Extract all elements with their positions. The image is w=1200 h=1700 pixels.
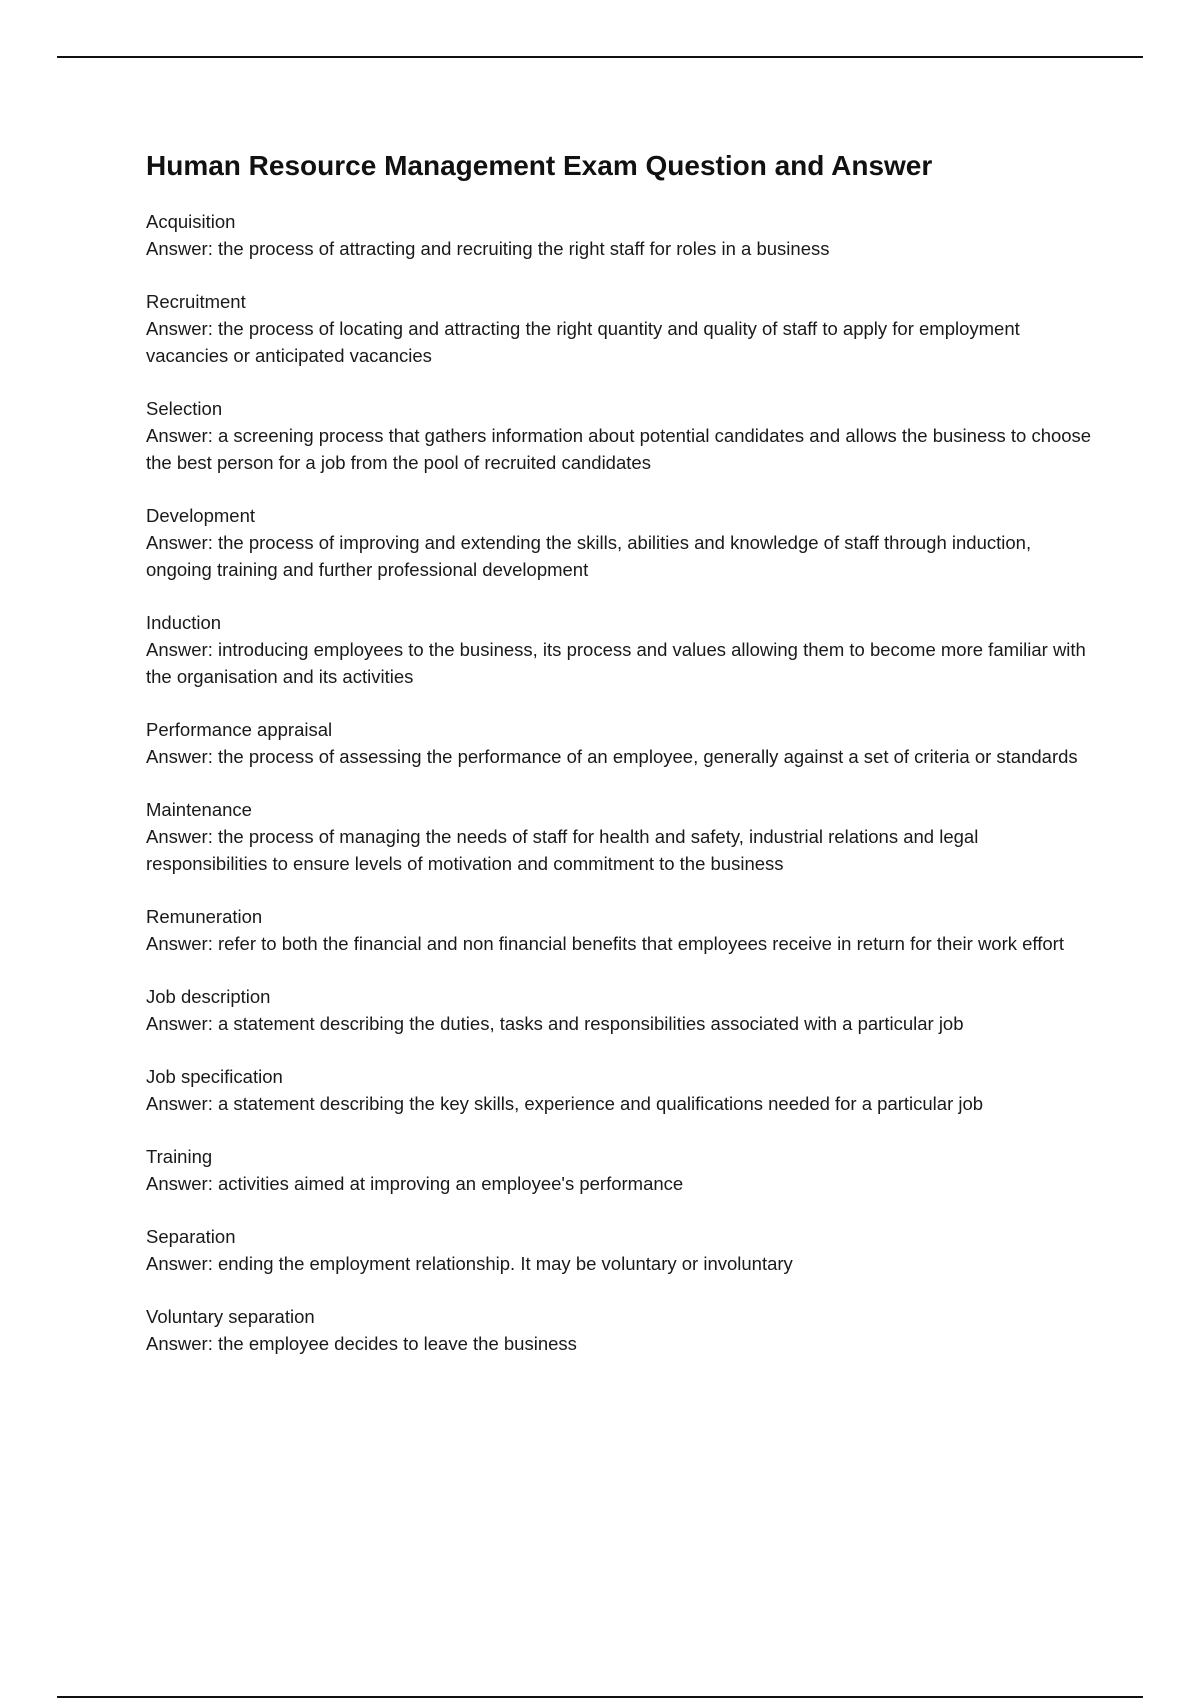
qa-term: Performance appraisal xyxy=(146,719,333,740)
qa-item-job-specification xyxy=(146,1063,1096,1117)
qa-term: Induction xyxy=(146,612,222,633)
qa-item-voluntary-separation xyxy=(146,1303,1096,1357)
qa-answer: Answer: the process of improving and extending the skills, abilities and knowledge of staff through induction, ongoing training and further professional development xyxy=(146,532,1032,580)
qa-item-remuneration xyxy=(146,903,1096,957)
qa-item-job-description xyxy=(146,983,1096,1037)
qa-answer: Answer: the process of locating and attracting the right quantity and quality of staff to apply for employment vacancies or anticipated vacancies xyxy=(146,318,1020,366)
qa-term: Recruitment xyxy=(146,291,246,312)
qa-term: Job description xyxy=(146,986,271,1007)
qa-answer: Answer: introducing employees to the business, its process and values allowing them to become more familiar with the organisation and its activities xyxy=(146,639,1086,687)
qa-answer: Answer: activities aimed at improving an employee's performance xyxy=(146,1173,684,1194)
qa-term: Acquisition xyxy=(146,211,236,232)
qa-answer: Answer: ending the employment relationship. It may be voluntary or involuntary xyxy=(146,1253,793,1274)
qa-item-selection xyxy=(146,395,1096,476)
qa-item-maintenance xyxy=(146,796,1096,877)
qa-term: Voluntary separation xyxy=(146,1306,315,1327)
qa-item-training xyxy=(146,1143,1096,1197)
qa-term: Maintenance xyxy=(146,799,252,820)
qa-item-development xyxy=(146,502,1096,583)
qa-item-recruitment xyxy=(146,288,1096,369)
qa-term: Separation xyxy=(146,1226,236,1247)
qa-term: Job specification xyxy=(146,1066,283,1087)
qa-term: Development xyxy=(146,505,256,526)
qa-answer: Answer: a screening process that gathers information about potential candidates and allows the business to choose the best person for a job from the pool of recruited candidates xyxy=(146,425,1092,473)
qa-item-induction xyxy=(146,609,1096,690)
qa-term: Remuneration xyxy=(146,906,263,927)
qa-item-separation xyxy=(146,1223,1096,1277)
qa-answer: Answer: the employee decides to leave the business xyxy=(146,1333,577,1354)
header-rule xyxy=(57,56,1143,58)
qa-answer: Answer: the process of assessing the performance of an employee, generally against a set of criteria or standards xyxy=(146,746,1078,767)
qa-answer: Answer: a statement describing the duties, tasks and responsibilities associated with a particular job xyxy=(146,1013,964,1034)
qa-answer: Answer: the process of attracting and recruiting the right staff for roles in a business xyxy=(146,238,830,259)
qa-term: Selection xyxy=(146,398,223,419)
footer-rule xyxy=(57,1696,1143,1698)
qa-answer: Answer: refer to both the financial and non financial benefits that employees receive in return for their work effort xyxy=(146,933,1064,954)
qa-list xyxy=(146,208,1096,1357)
qa-term: Training xyxy=(146,1146,213,1167)
qa-answer: Answer: a statement describing the key skills, experience and qualifications needed for a particular job xyxy=(146,1093,984,1114)
qa-answer: Answer: the process of managing the needs of staff for health and safety, industrial relations and legal responsibilities to ensure levels of motivation and commitment to the business xyxy=(146,826,979,874)
document-body xyxy=(146,148,1096,1383)
qa-item-performance-appraisal xyxy=(146,716,1096,770)
qa-item-acquisition xyxy=(146,208,1096,262)
document-title: Human Resource Management Exam Question and Answer xyxy=(146,150,933,181)
